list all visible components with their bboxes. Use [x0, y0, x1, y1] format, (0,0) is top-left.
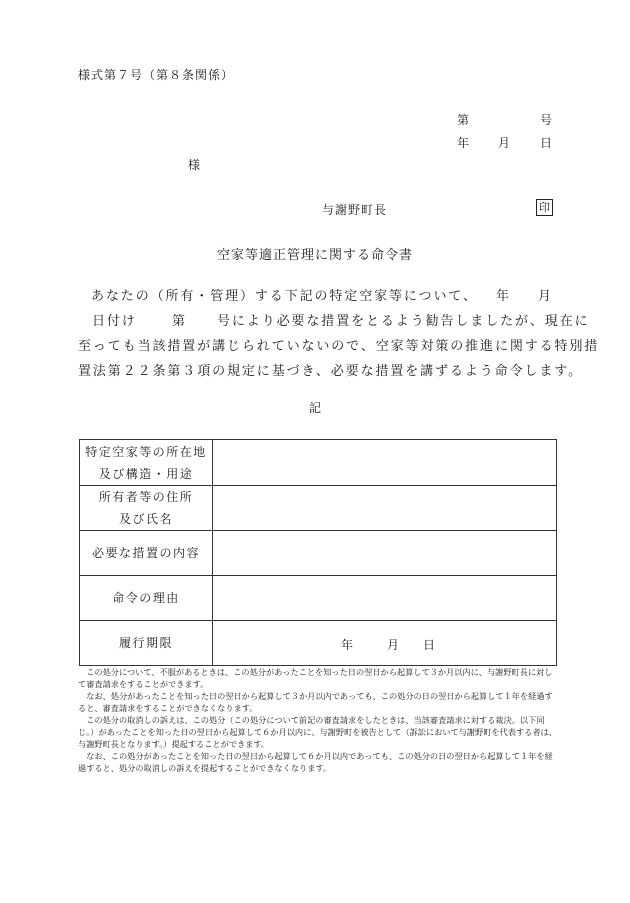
row-label-owner-b: 及び氏名	[118, 512, 173, 526]
body-line-3: 至っても当該措置が講じられていないので、空家等対策の推進に関する特別措	[78, 339, 600, 354]
body-line2-num: 第	[172, 314, 187, 329]
date-year: 年	[457, 136, 470, 150]
body-line-1	[78, 284, 558, 309]
number-suffix: 号	[540, 113, 553, 127]
deadline-day: 日	[423, 638, 436, 652]
issuer-name: 与謝野町長	[322, 203, 388, 217]
ki-heading: 記	[308, 401, 321, 415]
note-paragraph: この処分の取消しの訴えは、この処分（この処分について前記の審査請求をしたときは、当該審査請求に対する裁決。以下同じ。）があったことを知った日の翌日から起算して６か月以内に、与謝野町を被告として（訴訟において与謝野町を代表する者は、与謝野町長となります。）提起することができます。	[78, 715, 557, 749]
row-label-owner	[80, 486, 213, 531]
number-prefix: 第	[457, 113, 470, 127]
row-label-location	[80, 440, 213, 486]
row-label-owner-a: 所有者等の住所	[98, 490, 194, 504]
row-label-deadline: 履行期限	[80, 621, 213, 666]
appeal-notes	[78, 666, 558, 774]
deadline-year: 年	[341, 638, 354, 652]
note-paragraph: なお、この処分があったことを知った日の翌日から起算して６か月以内であっても、この処分の日の翌日から起算して１年を経過すると、処分の取消しの訴えを提起することができなくなります。	[78, 751, 553, 773]
body-line-2	[78, 309, 590, 334]
table-row	[80, 486, 557, 531]
body-line1-year: 年	[496, 289, 511, 304]
location-value-cell[interactable]	[213, 440, 557, 486]
body-line2-day: 日付け	[92, 314, 137, 329]
table-row	[80, 531, 557, 576]
row-label-location-a: 特定空家等の所在地	[85, 444, 207, 459]
reason-value-cell[interactable]	[213, 576, 557, 621]
row-label-measures: 必要な措置の内容	[80, 531, 213, 576]
form-id: 様式第７号（第８条関係）	[78, 68, 235, 82]
deadline-month: 月	[387, 638, 400, 652]
measures-value-cell[interactable]	[213, 531, 557, 576]
owner-value-cell[interactable]	[213, 486, 557, 531]
table-row	[80, 576, 557, 621]
body-line1-text: あなたの（所有・管理）する下記の特定空家等について、	[91, 289, 478, 304]
addressee-suffix: 様	[188, 158, 201, 172]
deadline-value-cell[interactable]	[213, 621, 557, 666]
table-row	[80, 621, 557, 666]
note-paragraph: なお、処分があったことを知った日の翌日から起算して３か月以内であっても、この処分の日の翌日から起算して１年を経過すると、審査請求をすることができなくなります。	[78, 691, 553, 713]
body-line2-rest: 号により必要な措置をとるよう勧告しましたが、現在に	[217, 314, 590, 329]
date-month: 月	[498, 136, 511, 150]
date-day: 日	[540, 136, 553, 150]
document-title: 空家等適正管理に関する命令書	[216, 248, 413, 263]
row-label-location-b: 及び構造・用途	[98, 466, 194, 481]
detail-table	[79, 439, 557, 666]
body-paragraph	[78, 284, 600, 384]
body-line1-month: 月	[538, 289, 553, 304]
note-paragraph: この処分について、不服があるときは、この処分があったことを知った日の翌日から起算して３か月以内に、与謝野町長に対して審査請求をすることができます。	[78, 667, 553, 689]
table-row	[80, 440, 557, 486]
row-label-reason: 命令の理由	[80, 576, 213, 621]
body-line-4: 置法第２２条第３項の規定に基づき、必要な措置を講ずるよう命令します。	[78, 364, 584, 379]
seal-stamp: 印	[536, 199, 553, 216]
